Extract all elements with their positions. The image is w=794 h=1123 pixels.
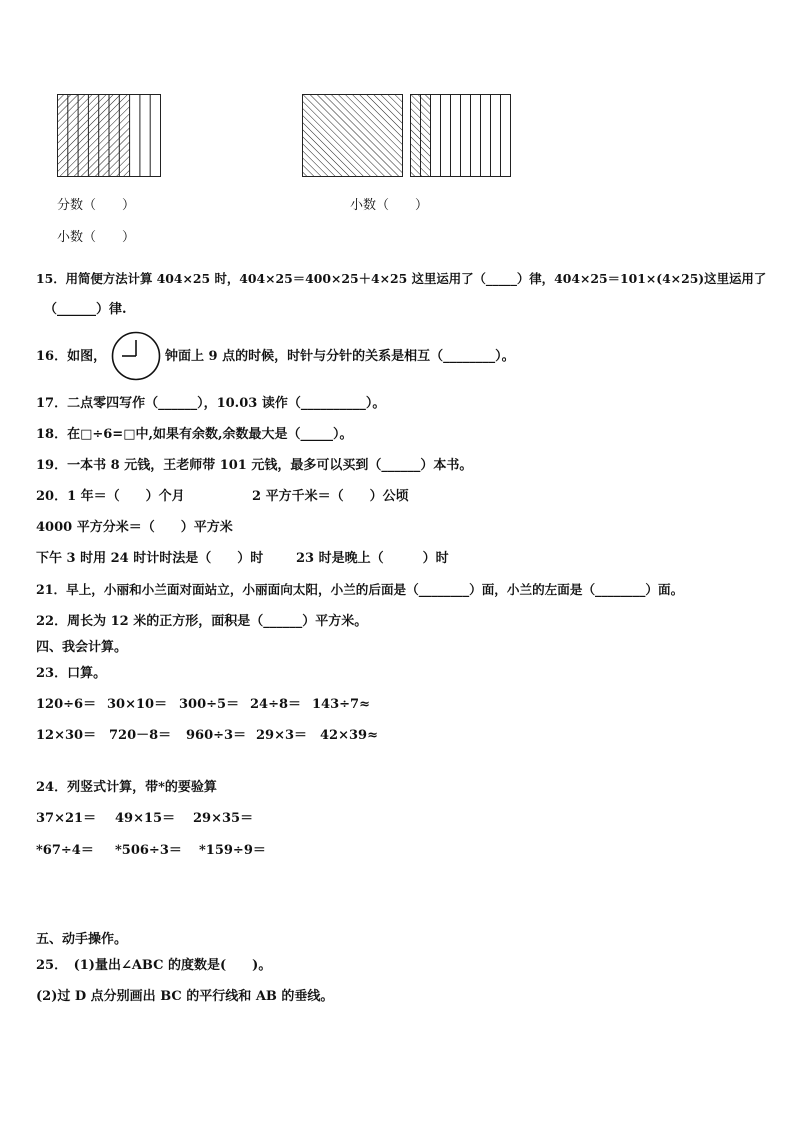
right-strip-figure — [410, 94, 512, 178]
mental-calc-item: 42×39≈ — [320, 728, 378, 743]
question-22: 22．周长为 12 米的正方形，面积是（______）平方米。 — [36, 614, 368, 629]
vertical-calc-item: *159÷9＝ — [199, 843, 266, 858]
question-21: 21．早上，小丽和小兰面对面站立，小丽面向太阳，小兰的后面是（________）面，小兰的左面是（________）面。 — [36, 582, 684, 597]
right-decimal-label[interactable]: 小数（ ） — [350, 198, 429, 213]
question-20a: 20．1 年＝（ ）个月 — [36, 489, 185, 504]
mental-calc-item: 720－8＝ — [109, 728, 172, 743]
left-shaded-area — [58, 95, 130, 177]
question-24-title: 24．列竖式计算，带*的要验算 — [36, 780, 217, 795]
question-20d: 下午 3 时用 24 时计时法是（ ）时 — [36, 551, 264, 566]
mental-calc-item: 24÷8＝ — [250, 697, 302, 712]
question-25-line2: (2)过 D 点分别画出 BC 的平行线和 AB 的垂线。 — [36, 989, 334, 1004]
mental-calc-item: 143÷7≈ — [312, 697, 370, 712]
clock-icon — [111, 331, 161, 381]
mental-calc-item: 30×10＝ — [107, 697, 168, 712]
left-decimal-label[interactable]: 小数（ ） — [57, 230, 136, 245]
section-4-heading: 四、我会计算。 — [36, 640, 128, 655]
vertical-calc-item: *67÷4＝ — [36, 843, 94, 858]
question-16-text: 钟面上 9 点的时候，时针与分针的关系是相互（________）。 — [165, 349, 515, 364]
right-square-figure — [302, 94, 404, 178]
vertical-calc-item: 29×35＝ — [193, 811, 254, 826]
mental-calc-item: 120÷6＝ — [36, 697, 97, 712]
section-5-heading: 五、动手操作。 — [36, 932, 128, 947]
question-18: 18．在□÷6=□中,如果有余数,余数最大是（_____）。 — [36, 427, 353, 442]
left-fraction-label[interactable]: 分数（ ） — [57, 198, 136, 213]
question-19: 19．一本书 8 元钱，王老师带 101 元钱，最多可以买到（______）本书。 — [36, 458, 473, 473]
mental-calc-item: 29×3＝ — [256, 728, 308, 743]
vertical-calc-item: 49×15＝ — [115, 811, 176, 826]
question-15-line1: 15．用简便方法计算 404×25 时，404×25＝400×25＋4×25 这里运用了（_____）律，404×25＝101×(4×25)这里运用了 — [36, 271, 767, 286]
left-strip-figure — [57, 94, 161, 178]
question-15-line2: （______）律. — [44, 302, 127, 317]
question-23-title: 23．口算。 — [36, 666, 107, 681]
mental-calc-item: 12×30＝ — [36, 728, 97, 743]
question-25-line1: 25． (1)量出∠ABC 的度数是( )。 — [36, 958, 272, 973]
question-16-prefix: 16．如图， — [36, 349, 107, 364]
question-20b: 2 平方千米＝（ ）公顷 — [252, 489, 409, 504]
mental-calc-item: 300÷5＝ — [179, 697, 240, 712]
vertical-calc-item: 37×21＝ — [36, 811, 97, 826]
question-17: 17．二点零四写作（______），10.03 读作（__________）。 — [36, 396, 386, 411]
question-20e: 23 时是晚上（ ）时 — [296, 551, 449, 566]
vertical-calc-item: *506÷3＝ — [115, 843, 182, 858]
mental-calc-item: 960÷3＝ — [186, 728, 247, 743]
question-20c: 4000 平方分米＝（ ）平方米 — [36, 520, 233, 535]
